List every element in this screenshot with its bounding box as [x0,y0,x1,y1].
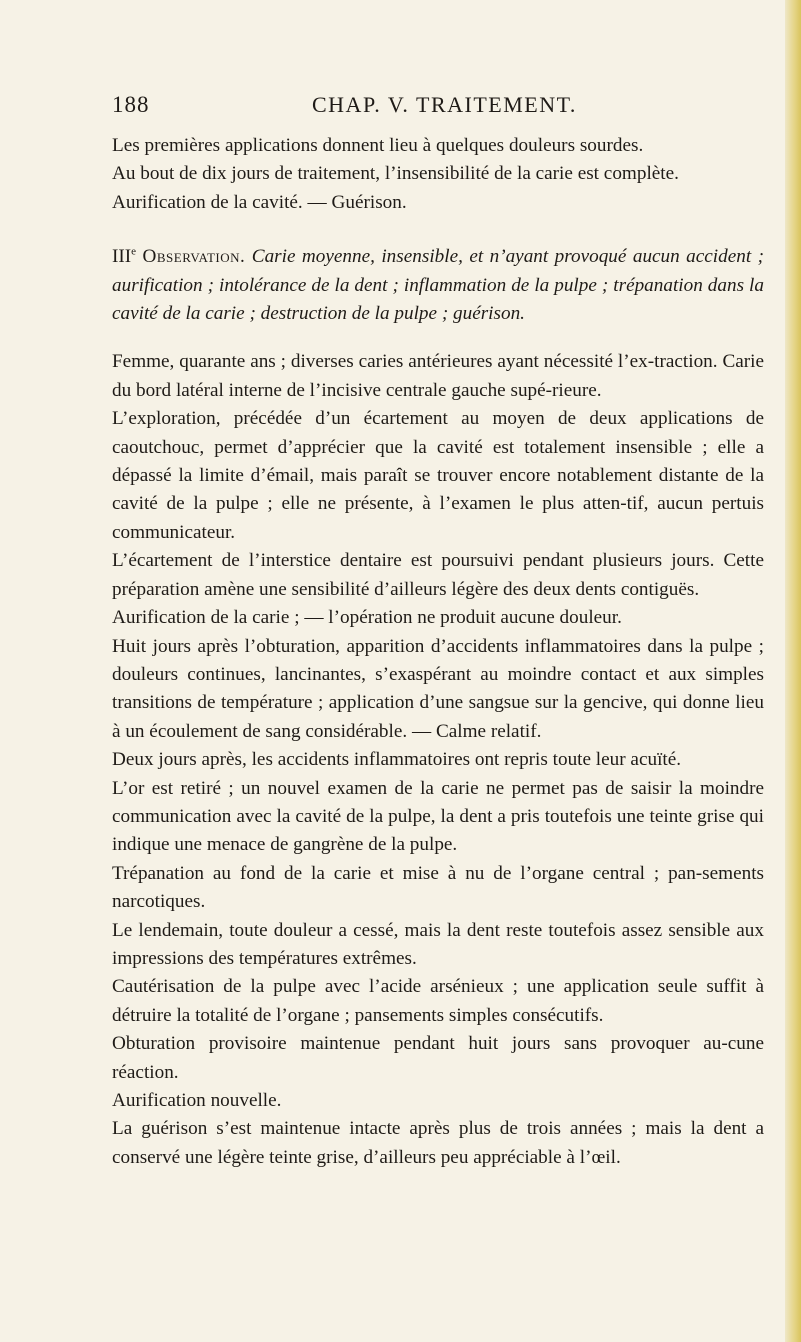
body-paragraph: Aurification nouvelle. [112,1090,282,1111]
body-paragraph: Obturation provisoire maintenue pendant huit jours sans provoquer au-cune réaction. [112,1033,764,1083]
body-paragraph: Trépanation au fond de la carie et mise à nu de l’organe central ; pan-sements narcotiques. [112,862,764,913]
body-paragraph: Le lendemain, toute douleur a cessé, mais la dent reste toutefois assez sensible aux impressions des températures extrêmes. [112,919,764,969]
body-paragraph: Cautérisation de la pulpe avec l’acide arsénieux ; une application seule suffit à détruire la totalité de l’organe ; pansements simples consécutifs. [112,976,764,1026]
body-paragraph: L’exploration, précédée d’un écartement au moyen de deux applications de caoutchouc, permet d’apprécier que la cavité est totalement insensible ; elle a dépassé la limite d’émail, mais paraît se trouver encore notablement distante de la cavité de la pulpe ; elle ne présente, à l’examen le plus atten-tif, aucun pertuis communicateur. [112,408,764,543]
observation-label: Observation. [142,246,246,268]
observation-title: Carie moyenne, insensible, et n’ayant provoqué aucun accident ; aurification ; intolérance de la dent ; inflammation de la pulpe ; trépanation dans la cavité de la carie ; destruction de la pulpe ; guérison. [112,246,764,325]
body-paragraph: Aurification de la carie ; — l’opération ne produit aucune douleur. [112,607,622,629]
observation-number: III [112,246,132,268]
running-head: CHAP. V. TRAITEMENT. [312,92,577,117]
intro-paragraph-1: Les premières applications donnent lieu à quelques douleurs sourdes. [112,135,644,156]
observation-number-suffix: e [131,245,137,258]
body-paragraph: Deux jours après, les accidents inflammatoires ont repris toute leur acuïté. [112,749,682,771]
page-edge [785,0,801,1342]
intro-paragraph-2: Au bout de dix jours de traitement, l’insensibilité de la carie est complète. [112,163,679,185]
page-content [112,132,764,1172]
page-number: 188 [112,92,150,117]
intro-paragraph-3: Aurification de la cavité. — Guérison. [112,191,407,213]
body-paragraph: La guérison s’est maintenue intacte après plus de trois années ; mais la dent a conservé une légère teinte grise, d’ailleurs peu appréciable à l’œil. [112,1118,764,1168]
observation-heading [112,243,764,328]
page-header [112,92,762,122]
body-paragraph: L’écartement de l’interstice dentaire est poursuivi pendant plusieurs jours. Cette préparation amène une sensibilité d’ailleurs légère des deux dents contiguës. [112,550,764,600]
body-paragraph: Femme, quarante ans ; diverses caries antérieures ayant nécessité l’ex-traction. Carie du bord latéral interne de l’incisive centrale gauche supé-rieure. [112,351,764,401]
body-paragraph: Huit jours après l’obturation, apparition d’accidents inflammatoires dans la pulpe ; douleurs continues, lancinantes, s’exaspérant au moindre contact et aux simples transitions de température ; application d’une sangsue sur la gencive, qui donne lieu à un écoulement de sang considérable. — Calme relatif. [112,635,764,742]
body-paragraph: L’or est retiré ; un nouvel examen de la carie ne permet pas de saisir la moindre communication avec la cavité de la pulpe, la dent a pris toutefois une teinte grise qui indique une menace de gangrène de la pulpe. [112,777,764,856]
